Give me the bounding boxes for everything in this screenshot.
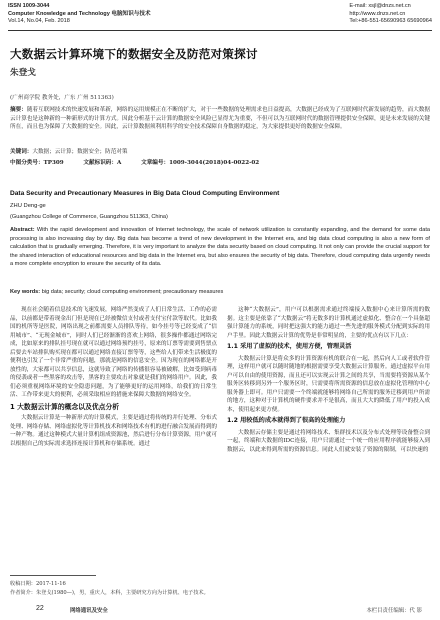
body-paragraph: 大数据云计算是将众多的计算资源有机的联合在一起，然后向人工或者软件管理，这样用户就可以随时随地的根据需要享受大数据云计算服务。通过虚拟平台用户可以自由的使用资源，而且还可以实现云计算之间的共享，当需要将资源从某个服务区转移到另外一个服务区时，只需要将所需资源的信息放在虚拟化管理的中心服务器上即可。用户只需要一个终端就能够将网络自己所需的服务迁移到用户所需的地方，这种对于计算机的硬件要求并不是很高，而且大大的降低了用户的投入成本，使用起来更方便。 bbox=[227, 355, 430, 413]
section-heading: 1 大数据云计算的概念以及优点分析 bbox=[10, 402, 120, 411]
affiliation-cn: (广州商学院 教务处，广东 广州 511363) bbox=[10, 95, 114, 101]
keywords-label-en: Key words: bbox=[10, 289, 41, 295]
keywords-text-cn: 大数据；云计算；数据安全；防范对策 bbox=[32, 149, 128, 155]
body-paragraph: 大数据云计算是一种新形式的计算模式，主要是通过将传统的并行处理、分布式处理、网络存储、网络虚拟化等计算机技术和网络技术有机的进行融合发展而得到的一种产物。通过这种模式大量计算机组成资源池，然后进行分布计算资源，用户就可以根据自己的实际需求选择连接计算机和存储系统。通过 bbox=[10, 415, 217, 447]
abstract-text-en: With the rapid development and innovation of Internet technology, the scale of network utilization is constantly expanding, and the demand for some data processing is also increasing day by day. Big data has become a trend of new development in the Internet era, and big data cloud computing is also a new form of calculation that is gradually emerging. Therefore, it is very important to analyze the data security based on cloud computing. It not only can provide the crucial support for the shared interaction of educational resources and big data in the Internet era, but also ensures the security of big data. Therefore, cloud computing data urgently needs a more complete encryption to ensure the security of its data. bbox=[10, 227, 430, 267]
article-label: 文章编号： bbox=[141, 160, 170, 166]
cls-label: 中图分类号： bbox=[10, 160, 44, 166]
footer-section-mark: 网络通讯及安全 bbox=[70, 608, 108, 614]
author-cn: 朱登戈 bbox=[10, 68, 36, 78]
journal-en: Computer Knowledge and Technology bbox=[8, 10, 110, 17]
abstract-label-en: Abstract: bbox=[10, 227, 35, 233]
keywords-text-en: big data; security; cloud computing environment; precautionary measures bbox=[41, 289, 224, 295]
keywords-cn bbox=[10, 148, 430, 157]
footer-editor: 本栏目责任编辑：代 影 bbox=[366, 608, 422, 614]
body-column-right bbox=[227, 306, 430, 454]
page-number: 22 bbox=[36, 605, 44, 612]
article-title-en: Data Security and Precautionary Measures in Big Data Cloud Computing Environment bbox=[10, 190, 280, 197]
footnote-author-bio: 作者简介：朱登戈(1980—)，男，重庆人，本科，主要研究方向为计算机、电子技术。 bbox=[10, 590, 209, 596]
abstract-label-cn: 摘要： bbox=[10, 107, 27, 113]
footnote-divider bbox=[10, 575, 96, 576]
doc-group bbox=[83, 160, 121, 166]
abstract-text-cn: 随着互联网技术的快速发展和革新，网络的运用规模正在不断的扩大，对于一些数据的处理需求也日益提高，大数据已经成为了互联网时代新发展的趋势，而大数据云计算也是这种新的一种新形式的计算方式。因此分析基于云计算的数据安全风险已显得尤为重要，不但可以为互联网时代的数据管理提供安全保障，更是未来发展的关键所在，而且也为保障了大数据的安全。因此，云计算数据须利用科学的安全技术保障自身数据的稳定，为大家提供更好的数据安全保障。 bbox=[10, 107, 430, 131]
abstract-en bbox=[10, 226, 430, 269]
telephone: Tel:+86-551-65690963 65690964 bbox=[349, 18, 432, 25]
author-en: ZHU Deng-ge bbox=[10, 203, 46, 209]
subsection-heading: 1.2 用较低的成本就得到了很高的处理能力 bbox=[227, 417, 346, 424]
issue-info: Vol.14, No.04, Feb. 2018 bbox=[8, 18, 70, 25]
article-value: 1009-3044(2018)04-0022-02 bbox=[169, 160, 260, 166]
body-column-left bbox=[10, 306, 217, 448]
cls-value: TP309 bbox=[43, 160, 64, 166]
issn: ISSN 1009-3044 bbox=[8, 3, 50, 9]
body-paragraph: 这种“大数据云”，用户可以根据需求通过终端接入数据中心来计算所需的数据。这主要是依靠了“大数据云”将无数多的计算机通过虚拟化、整合在一个具备超强计算能力的系统，同时把这强大的能力通过一些先进的服务模式分配到实际的用户手里。因此大数据云计算的优势是非常明显的，主要的优点有以下几点： bbox=[227, 307, 430, 339]
website: http://www.dnzs.net.cn bbox=[349, 10, 406, 17]
header-left bbox=[8, 3, 151, 26]
doc-value: A bbox=[116, 160, 122, 166]
abstract-cn bbox=[10, 106, 430, 132]
subsection-heading: 1.1 采用了虚拟的技术，使用方便，管理灵活 bbox=[227, 343, 352, 350]
article-title-cn: 大数据云计算环境下的数据安全及防范对策探讨 bbox=[10, 47, 258, 61]
keywords-en bbox=[10, 289, 430, 295]
cls-group bbox=[10, 160, 64, 166]
body-paragraph: 大数据云存储主要是通过将网络技术、集群技术以及分布式处理等设备整合到一起，终端和大数据的IDC连接，用户只需通过一个统一的应用程序就能够接入到数据云，以此来得到所需的资源信息。同此人们就安装了资源的限制，可以快速的 bbox=[227, 429, 430, 453]
email: E-mail: xsjl@dnzs.net.cn bbox=[349, 3, 411, 9]
header-right bbox=[349, 3, 432, 26]
doc-label: 文献标识码： bbox=[83, 160, 117, 166]
journal-cn: 电脑知识与技术 bbox=[111, 10, 151, 17]
affiliation-en: (Guangzhou College of Commerce, Guangzhou 511363, China) bbox=[10, 214, 168, 220]
footnote-received: 收稿日期：2017-11-16 bbox=[10, 581, 66, 587]
header-divider bbox=[8, 30, 432, 31]
classification-line bbox=[10, 159, 430, 168]
article-group bbox=[141, 160, 259, 166]
body-paragraph: 现在社会随着信息技术的飞速发展，网络严然变成了人们日常生活、工作的必需品，以前都是带着现金出门但是现在已经被微信支付或者支付宝付款等取代。比如我国的机所等是医院，网络出现之前都需要人员排队等待，如今挂号等已经变成了“信用城市”、“无现金城市”，同时人们已经渐渐的喜欢上网络，很多操作都通过网络完成，比如原来的排队挂号现在就可以通过网络预约挂号，原来的订票等需要到售票点后要去车站排队购买现在都可以通过网络直接订票等等，这些给人们带来生活极度的便利也引发了一个非常严重的问题，那就是网络的信息安全。因为现在的网络都是开放性的，大家都可以共享信息，这就导致了网络的传播很容易被破解，比如受到病毒的侵袭或者一些黑客的攻击等，黑客的主要攻击对象就是我们的网络用户。因此，我们必须重视网络环境的安全隐患问题，为了能够更好的运用网络，给我们的日常生活、工作带来更大的便利，必须采取相应的措施来保障大数据的网络安全。 bbox=[10, 307, 217, 398]
keywords-label-cn: 关键词： bbox=[10, 149, 33, 155]
journal-title bbox=[8, 11, 151, 19]
